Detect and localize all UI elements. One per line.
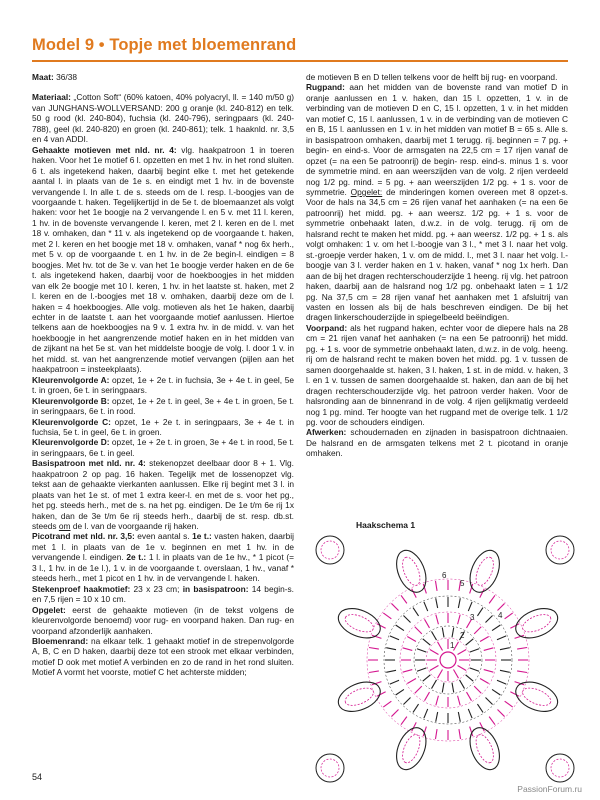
corner-loop-inner: [321, 541, 339, 559]
label: Kleurenvolgorde D:: [32, 437, 110, 448]
chain-ring: [400, 612, 496, 708]
note: [32, 605, 294, 636]
label: Rugpand:: [306, 82, 345, 93]
stitch-mark: [390, 636, 399, 640]
title-rule: [32, 60, 568, 62]
corner-loop: [316, 754, 344, 782]
stitch-mark: [459, 729, 461, 739]
stitch-mark: [407, 679, 416, 684]
stitch-mark: [458, 666, 467, 671]
back-piece: [306, 82, 568, 322]
corner-loop-inner: [551, 541, 569, 559]
round-label: 4: [498, 611, 503, 620]
round-label: 3: [470, 613, 475, 622]
stitch-mark: [467, 692, 472, 701]
text: de l. van de voorgaande rij haken.: [70, 521, 199, 532]
label: Voorpand:: [306, 322, 348, 333]
text: schoudernaden en zijnaden in basispatroon dichtnaaien. De halsrand en de armsgaten telkens met 2 t. picotand in oranje omhaken.: [306, 427, 568, 459]
stitch-mark: [454, 670, 459, 679]
page-number: 54: [32, 772, 43, 782]
stitch-mark: [452, 683, 454, 693]
round-label: 2: [460, 631, 465, 640]
stitch-mark: [484, 670, 494, 673]
label: Stekenproef haakmotief:: [32, 583, 131, 594]
label: Bloemenrand:: [32, 636, 89, 647]
label: Kleurenvolgorde B:: [32, 395, 110, 406]
gauge: [32, 584, 294, 605]
stitch-mark: [500, 670, 510, 672]
label: Basispatroon met nld. nr. 4:: [32, 458, 146, 469]
page-title: Model 9 • Topje met bloemenrand: [32, 36, 297, 54]
text: vasten haken, daarbij met 1 l. in plaats van de 1e v. beginnen en met 1 hv. in de vervangende l. eindigen.: [32, 531, 295, 563]
stitch-mark: [436, 615, 439, 625]
stitch-mark: [391, 709, 398, 716]
stitch-mark: [401, 717, 407, 725]
color-d: [32, 437, 294, 458]
stitch-mark: [436, 598, 438, 608]
stitch-mark: [458, 615, 461, 625]
stitch-mark: [386, 670, 396, 672]
text: 36/38: [53, 72, 77, 82]
stitch-mark: [423, 639, 431, 645]
stitch-mark: [423, 675, 431, 681]
stitch-mark: [401, 595, 407, 603]
stitch-mark: [413, 608, 419, 616]
stitch-mark: [492, 689, 500, 695]
color-b: [32, 396, 294, 417]
stitch-mark: [383, 613, 391, 619]
chart-title: Haakschema 1: [356, 520, 416, 530]
corner-loop: [316, 536, 344, 564]
label: 2e t.:: [126, 552, 147, 563]
center-ring: [440, 652, 456, 668]
materials-paragraph: [32, 92, 294, 144]
stitch-mark: [383, 701, 391, 707]
stitch-mark: [403, 697, 410, 704]
stitch-mark: [489, 717, 495, 725]
stitch-mark: [425, 692, 430, 701]
stitch-mark: [424, 602, 428, 611]
stitch-mark: [415, 627, 422, 634]
stitch-mark: [435, 581, 437, 591]
finishing: [306, 427, 568, 458]
picot-edge: [32, 531, 294, 583]
page-header: [32, 36, 568, 55]
stitch-mark: [436, 712, 438, 722]
stitch-mark: [466, 675, 474, 681]
base-pattern: [32, 458, 294, 531]
label: Opgelet:: [32, 604, 66, 615]
stitch-mark: [412, 722, 417, 731]
front-piece: [306, 323, 568, 428]
stitch-mark: [438, 670, 443, 679]
stitch-mark: [460, 680, 465, 689]
label: in basispatroon:: [182, 583, 249, 594]
size-paragraph: [32, 72, 294, 82]
stitch-mark: [417, 649, 426, 652]
stitch-mark: [436, 696, 439, 706]
label: Afwerken:: [306, 427, 347, 438]
stitch-mark: [425, 619, 430, 628]
text: als het rugpand haken, echter voor de diepere hals na 28 cm = 21 rijen vanaf het aanhaken (= na een 5e patroonrij) het midd. pg. + 1 s. voor de symmetrie onbehaakt laten, d.w.z. in de volg. heeng. rij om de halsrand recht te maken boven het midd. pg. 1 v. tussen de samen doorgehaalde st. haken, 3 l. haken, 1 st. in de midd. v. haken, 3 l. en 1 v. tussen de samen doorgehaalde st. haken, dan aan de bij het dragen rechterschouderzijde vlg. het patroon verder haken. Voor de halsronding aan de binnenrand in de volg. 4 rijen gelijkmatig verdeeld nog 1 pg. mind. Ter hoogte van het rugpand met de overige telk. 1 1/2 pg. voor de schouders eindigen.: [306, 322, 568, 427]
label: Gehaakte motieven met nld. nr. 4:: [32, 144, 177, 155]
corner-loop: [546, 754, 574, 782]
underlined: om: [58, 521, 71, 532]
text: aan het midden van de bovenste rand van motief D in oranje aanlussen en 1 v. haken, dan 15 l. opzetten, 1 v. in de verbinding van de motieven D en C, 15 l. opzetten, 1 v. in het midden van motief C, 15 l. aanlussen, 1 v. in de verbinding van de motieven C en B, 15 l. aanlussen en 1 v. in het midden van motief B = 65 s. Alle s. in basispatroon omhaken, daarbij met 1 terugg. rij. beginnen = 7 pg. + begin- en eind-s. Voor de armsgaten na 22,5 cm = 17 rijen vanaf de opzet (= na een 5e patroonrij) de begin- resp. eind-s. minus 1 s. voor de symmetrie mind. en aan weerszijden van de volg. 2 rijen verdeeld nog 1/2 pg. mind. = 5 pg. + aan weerszijden 1/2 pg. + 1 s. voor de symmetrie.: [306, 82, 568, 197]
text: opzet, 1e + 2e t. in seringpaars, 3e + 4e t. in fuchsia, 5e t. in geel, 6e t. in groen.: [32, 416, 295, 437]
text: opzet, 1e + 2e t. in geel, 3e + 4e t. in groen, 5e t. in seringpaars, 6e t. in rood.: [32, 395, 294, 417]
stitch-mark: [452, 628, 454, 638]
continued-text: de motieven B en D tellen telkens voor de helft bij rug- en voorpand.: [306, 72, 558, 82]
stitch-mark: [497, 709, 504, 716]
stitch-mark: [377, 692, 386, 697]
stitch-mark: [468, 602, 472, 611]
stitch-mark: [505, 701, 513, 707]
stitch-mark: [442, 628, 444, 638]
stitch-mark: [458, 696, 461, 706]
motif-paragraph: [32, 145, 294, 375]
stitch-mark: [484, 648, 494, 651]
color-c: [32, 417, 294, 438]
stitch-mark: [458, 712, 460, 722]
stitch-mark: [407, 637, 416, 642]
stitch-mark: [505, 613, 513, 619]
stitch-mark: [430, 666, 439, 671]
label: Kleurenvolgorde A:: [32, 374, 110, 385]
text: stekenopzet deelbaar door 8 + 1. Vlg. haakpatroon 2 op pag. 16 haken. Tegelijk met de lossenopzet vlg. tekst aan de gehaakte vierkanten aanlussen. Elke rij begint met 3 l. in plaats van het 1e st. of met 1 extra keer-l. en met de s. voor het pg., het pg. steeds herh., met de s. na het pg. eindigen. De 1e t/m 6e rij 1x haken, dan de 3e t/m 6e rij steeds herh., daarbij de st. resp. db.st. steeds: [32, 458, 294, 532]
stitch-mark: [396, 625, 404, 631]
stitch-mark: [480, 637, 489, 642]
label: Kleurenvolgorde C:: [32, 416, 111, 427]
stitch-mark: [432, 631, 437, 640]
text: na elkaar telk. 1 gehaakt motief in de strepenvolgorde A, B, C en D haken, daarbij deze tot een strook met elkaar verbinden, motief D ook met motief A verbinden en zo de rand in het rond sluiten. Motief A vormt het voorste, motief C het achterste midden;: [32, 636, 294, 678]
stitch-mark: [485, 697, 492, 704]
stitch-mark: [430, 650, 439, 655]
stitch-mark: [480, 722, 485, 731]
label: Materiaal:: [32, 92, 71, 103]
stitch-mark: [413, 704, 419, 712]
corner-loop-inner: [321, 759, 339, 777]
stitch-mark: [517, 647, 527, 649]
underlined: Opgelet:: [350, 186, 383, 197]
round-label: 1: [450, 641, 455, 650]
stitch-mark: [442, 683, 444, 693]
stitch-mark: [415, 686, 422, 693]
stitch-mark: [500, 648, 510, 650]
stitch-mark: [396, 689, 404, 695]
stitch-mark: [485, 615, 492, 622]
corner-loop: [546, 536, 574, 564]
stitch-mark: [458, 650, 467, 655]
label: Maat:: [32, 72, 54, 82]
text: 14 begin-s. en 7,5 rijen = 10 x 10 cm.: [32, 583, 294, 605]
stitch-mark: [369, 671, 379, 673]
stitch-mark: [435, 729, 437, 739]
stitch-mark: [492, 625, 500, 631]
stitch-mark: [497, 636, 506, 640]
text: vlg. haakpatroon 1 in toeren haken. Voor het 1e motief 6 l. opzetten en met 1 hv. in het rond sluiten. 6 t. als ingetekend haken, daarbij begint elke t. met het getekende aantal l. in plaats van de 1e s. en eindigt met 1 hv. in de bovenste vervangende l. In alle t. de s. steeds om de l. resp. l.-boogjes van de voorgaande t. haken. Tegelijkertijd in de 5e t. de bloemaanzet als volgt haken: voor het 1e boogje na 2 vervangende l. en 5 v. met 11 l. keren, 1 hv. in de bovenste vervangende l. keren, met 2 l. keren en de l. met 18 v. omhaken, dan * 11 v. als ingetekend op de voorgaande t. haken, met 2 l. keren en het boogje met 18 v. omhaken, vanaf * nog 6x herh., met 5 v. op de voorgaande t. en 1 hv. in de 2e begin-l. eindigen = 8 boogjes. Met hv. tot de 3e v. van het 1e boogje verder haken en de 6e t. als ingetekend haken, daarbij voor de hoekboogjes in het midden van elk 2e boogje met 10 l. keren, 1 hv. in het laatste st. haken, met 2 l. keren en de l.-boogjes met 18 v. omhaken, daarbij deze om de l. haken = 4 hoekboogjes. Alle volg. motieven als het 1e haken, daarbij echter in de laatste t. aan het voorgaande motief aanlussen. Hiertoe telkens aan de hoekboogjes na 9 v. 1 extra hv. in de midd. v. van het hoekboogje in het aangrenzende motief haken en in het midden van de zijkant na het 5e st. van het middelste boogje de volg. l. door 1 v. in het midd. st. van het aangrenzende motief vervangen (pijlen aan het haakpatroon = insteekplaats).: [32, 144, 294, 375]
stitch-mark: [474, 627, 481, 634]
stitch-mark: [391, 603, 398, 610]
text: de minderingen komen overeen met 8 opzet-s. Voor de hals na 34,5 cm = 26 rijen vanaf het aanhaken (= na een 6e patroonrij) het midd. pg. + aan weersz. 1/2 pg. + 1 s. voor de symmetrie onbehaakt laten, d.w.z. in de volg. terugg. rij om de halsrand recht te maken het midd. pg. + aan weersz. 1/2 pg. + 1 s. als volgt omhaken: 1 v. om het l.-boogje van 3 l., * met 3 l. naar het volg. st.-groepje verder haken, 1 v. om de midd. l., met 3 l. naar het volg. l.-boogje van 3 l. verder haken en 1 v. haken, vanaf * nog 1x herh. Dan aan de bij het dragen rechterschouderzijde 1 heeng. rij vlg. het patroon haken, daarbij aan de halsrand nog 1/2 pg. onbehaakt laten = 1 1/2 pg. Na 37,5 cm = 28 rijen vanaf het aanhaken met 1 afsluitrij van vasten en lossen als bij de hals beschreven eindigen. De bij het dragen linkerschouderzijde in spiegelbeeld beëindigen.: [306, 186, 568, 323]
text: opzet, 1e + 2e t. in fuchsia, 3e + 4e t. in geel, 5e t. in groen, 6e t. in seringpaars.: [32, 374, 294, 396]
stitch-mark: [432, 680, 437, 689]
stitch-mark: [438, 642, 443, 651]
color-a: [32, 375, 294, 396]
stitch-mark: [386, 648, 396, 650]
stitch-mark: [390, 680, 399, 684]
left-column: [32, 72, 294, 678]
round-label: 6: [442, 571, 447, 580]
stitch-mark: [470, 649, 479, 652]
stitch-mark: [510, 692, 519, 697]
stitch-mark: [377, 624, 386, 629]
label: 1e t.:: [192, 531, 212, 542]
stitch-mark: [497, 603, 504, 610]
label: Picotrand met nld. nr. 3,5:: [32, 531, 135, 542]
stitch-mark: [369, 647, 379, 649]
stitch-mark: [424, 709, 428, 718]
stitch-mark: [517, 671, 527, 673]
stitch-mark: [470, 668, 479, 671]
crochet-chart: [310, 530, 580, 788]
stitch-mark: [458, 598, 460, 608]
stitch-mark: [403, 670, 413, 673]
stitch-mark: [403, 648, 413, 651]
round-label: 5: [460, 579, 465, 588]
text: eerst de gehaakte motieven (in de tekst volgens de kleurenvolgorde benoemd) voor rug- en voorpand haken. Dan rug- en voorpand afzonderlijk aanhaken.: [32, 604, 294, 636]
flower-edge: [32, 636, 294, 678]
right-column: [306, 72, 568, 459]
stitch-mark: [497, 680, 506, 684]
stitch-mark: [468, 709, 472, 718]
text: even aantal s.: [134, 531, 193, 542]
text: opzet, 1e + 2e t. in groen, 3e + 4e t. in rood, 5e t. in seringpaars, 6e t. in geel.: [32, 437, 294, 458]
stitch-mark: [466, 639, 474, 645]
stitch-mark: [477, 704, 483, 712]
stitch-mark: [412, 589, 417, 598]
spacer: [32, 82, 294, 92]
stitch-mark: [403, 615, 410, 622]
stitch-mark: [417, 668, 426, 671]
text: „Cotton Soft“ (60% katoen, 40% polyacryl, ll. = 140 m/50 g) van JUNGHANS-WOLLVERSAND: 200 g oranje (kl. 240-812) en telk. 50 g rood (kl. 240-804), fuchsia (kl. 240-796), seringpaars (kl. 240-788), geel (kl. 240-820) en groen (kl. 240-861); telk. 1 haaknld. nr. 3,5 en 4 van ADDI.: [32, 92, 294, 145]
stitch-mark: [510, 624, 519, 629]
stitch-mark: [477, 608, 483, 616]
stitch-mark: [474, 686, 481, 693]
corner-loop-inner: [551, 759, 569, 777]
watermark: PassionForum.ru: [517, 784, 582, 794]
stitch-mark: [480, 679, 489, 684]
text: 1 l. in plaats van de 1e hv., * 1 picot (= 3 l., 1 hv. in de 1e l.), 1 v. in de voorgaande t. overslaan, 1 hv., vanaf * steeds herh., met 1 picot en 1 hv. in de vervangende l. haken.: [32, 552, 294, 584]
stitch-mark: [489, 595, 495, 603]
stitch-mark: [480, 589, 485, 598]
text: 23 x 23 cm;: [130, 583, 183, 594]
